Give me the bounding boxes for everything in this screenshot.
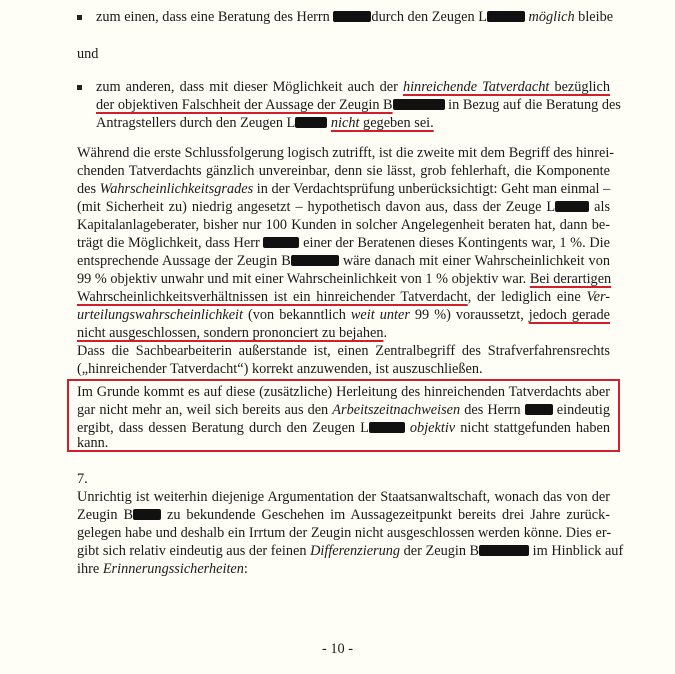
para-3-line-3: ergibt, dass dessen Beratung durch den Zeugen L objektiv nicht stattgefunden haben: [77, 420, 611, 436]
para-2-line-2: („hinreichender Tatverdacht“) korrekt anzuwenden, ist auszuschließen.: [77, 361, 483, 377]
redaction: [263, 237, 299, 248]
para-1-line-2: chenden Tatverdachts gänzlich unvereinbar, denn sie lässt, grob fehlerhaft, die Komponente: [77, 163, 610, 179]
redaction: [555, 201, 589, 212]
redaction: [333, 11, 371, 22]
para-1-line-1: Während die erste Schlussfolgerung logisch zutrifft, ist die zweite mit dem Begriff des hinrei-: [77, 145, 615, 161]
para-1-line-4: (mit Sicherheit zu) niedrig angesetzt – hypothetisch davon aus, dass der Zeuge L als: [77, 199, 611, 215]
section-7-line-4: gibt sich relativ eindeutig aus der feinen Differenzierung der Zeugin B im Hinblick auf: [77, 543, 624, 559]
section-7-line-5: ihre Erinnerungssicherheiten:: [77, 561, 248, 577]
para-1-line-9: Wahrscheinlichkeitsverhältnissen ist ein hinreichender Tatverdacht, der lediglich eine Ver-: [77, 289, 611, 305]
para-1-line-6: trägt die Möglichkeit, dass Herr einer der Beratenen dieses Kontingents war, 1 %. Die: [77, 235, 610, 251]
redaction: [133, 509, 161, 520]
section-7-line-3: gelegen habe und deshalb ein Irrtum der Zeugin nicht ausgeschlossen werden könne. Dies er-: [77, 525, 612, 541]
redaction: [369, 422, 405, 433]
redaction: [479, 545, 529, 556]
para-1-line-11: nicht ausgeschlossen, sondern prononciert zu bejahen.: [77, 325, 388, 341]
redaction: [393, 99, 445, 110]
section-7-line-1: Unrichtig ist weiterhin diejenige Argumentation der Staatsanwaltschaft, wonach das von der: [77, 489, 610, 505]
conjunction-und: und: [77, 46, 99, 62]
para-2-line-1: Dass die Sachbearbeiterin außerstande ist, einen Zentralbegriff des Strafverfahrensrechts: [77, 343, 610, 359]
bullet-marker: [77, 85, 82, 90]
bullet-2-line-3: Antragstellers durch den Zeugen L nicht gegeben sei.: [96, 115, 434, 131]
para-1-line-7: entsprechende Aussage der Zeugin B wäre danach mit einer Wahrscheinlichkeit von: [77, 253, 610, 269]
para-3-line-2: gar nicht mehr an, weil sich bereits aus den Arbeitszeitnachweisen des Herrn eindeutig: [77, 402, 610, 418]
redaction: [291, 255, 339, 266]
para-3-line-4: kann.: [77, 435, 109, 451]
redaction: [295, 117, 327, 128]
para-1-line-8: 99 % objektiv unwahr und mit einer Wahrscheinlichkeit von 1 % objektiv war. Bei derartigen: [77, 271, 612, 287]
redaction: [525, 404, 553, 415]
bullet-1-text: zum einen, dass eine Beratung des Herrn durch den Zeugen L möglich bleibe: [96, 9, 614, 25]
bullet-2-line-2: der objektiven Falschheit der Aussage der Zeugin B in Bezug auf die Beratung des: [96, 97, 621, 113]
bullet-2-line-1: zum anderen, dass mit dieser Möglichkeit auch der hinreichende Tatverdacht bezüglich: [96, 79, 611, 95]
para-1-line-5: Kapitalanlageberater, bisher nur 100 Kunden in solcher Angelegenheit beraten hat, dann be-: [77, 217, 610, 233]
para-1-line-3: des Wahrscheinlichkeitsgrades in der Verdachtsprüfung unberücksichtigt: Geht man einmal –: [77, 181, 611, 197]
redaction: [487, 11, 525, 22]
para-1-line-10: urteilungswahrscheinlichkeit (von bekanntlich weit unter 99 %) voraussetzt, jedoch gerade: [77, 307, 610, 323]
bullet-marker: [77, 15, 82, 20]
section-number: 7.: [77, 471, 88, 487]
para-3-line-1: Im Grunde kommt es auf diese (zusätzliche) Herleitung des hinreichenden Tatverdachts aber: [77, 384, 610, 400]
section-7-line-2: Zeugin B zu bekundende Geschehen im Aussagezeitpunkt bereits drei Jahre zurück-: [77, 507, 611, 523]
page-number: - 10 -: [322, 641, 353, 657]
